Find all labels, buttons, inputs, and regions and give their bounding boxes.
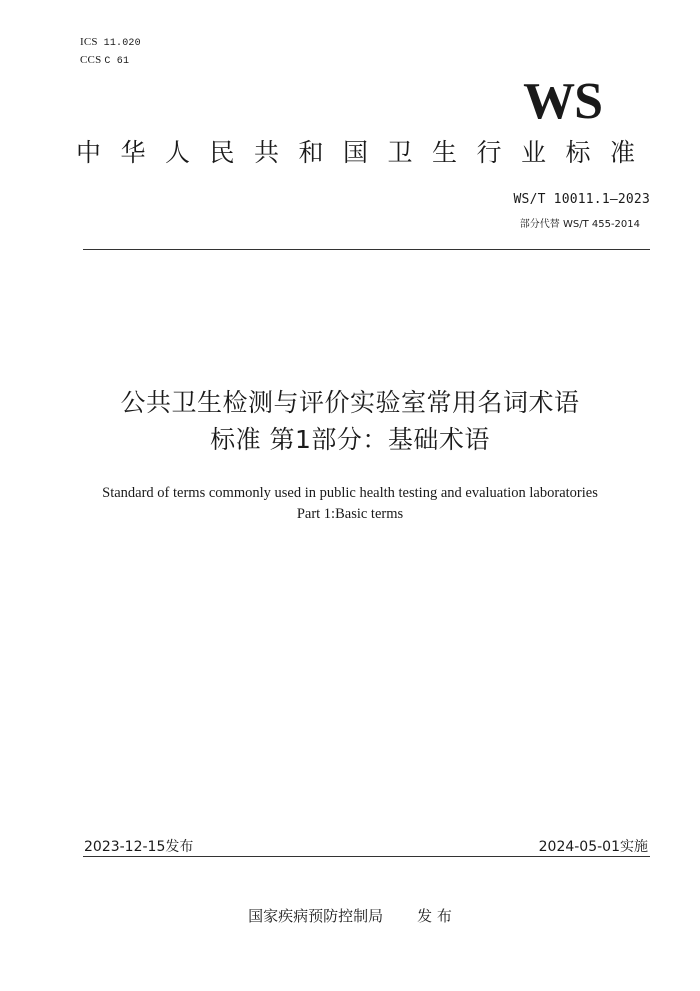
footer-divider <box>83 856 650 857</box>
issuer-action: 发 布 <box>417 907 452 925</box>
title-cn-line1: 公共卫生检测与评价实验室常用名词术语 <box>120 388 580 417</box>
implementation-date: 2024-05-01实施 <box>538 839 648 855</box>
title-cn-line2: 标准 第1部分：基础术语 <box>210 425 490 454</box>
issue-date: 2023-12-15发布 <box>84 839 194 855</box>
issuer-name: 国家疾病预防控制局 <box>248 907 384 925</box>
ics-code: 11.020 <box>103 38 141 49</box>
header-divider <box>83 249 650 250</box>
ics-label: ICS <box>80 36 98 48</box>
standard-number: WS/T 10011.1—2023 <box>513 192 650 207</box>
ccs-code: C 61 <box>104 56 130 67</box>
title-en-line2: Part 1:Basic terms <box>296 506 404 522</box>
ccs-line <box>80 54 129 67</box>
standard-category-title: 中华人民共和国卫生行业标准 <box>76 138 655 167</box>
ws-logo: WS <box>523 73 602 130</box>
title-en-line1: Standard of terms commonly used in public health testing and evaluation laboratories <box>102 485 598 501</box>
ccs-label: CCS <box>80 54 102 66</box>
replaces-note: 部分代替 WS/T 455-2014 <box>519 219 640 230</box>
ics-line <box>80 36 141 49</box>
issuer-line <box>0 905 700 926</box>
